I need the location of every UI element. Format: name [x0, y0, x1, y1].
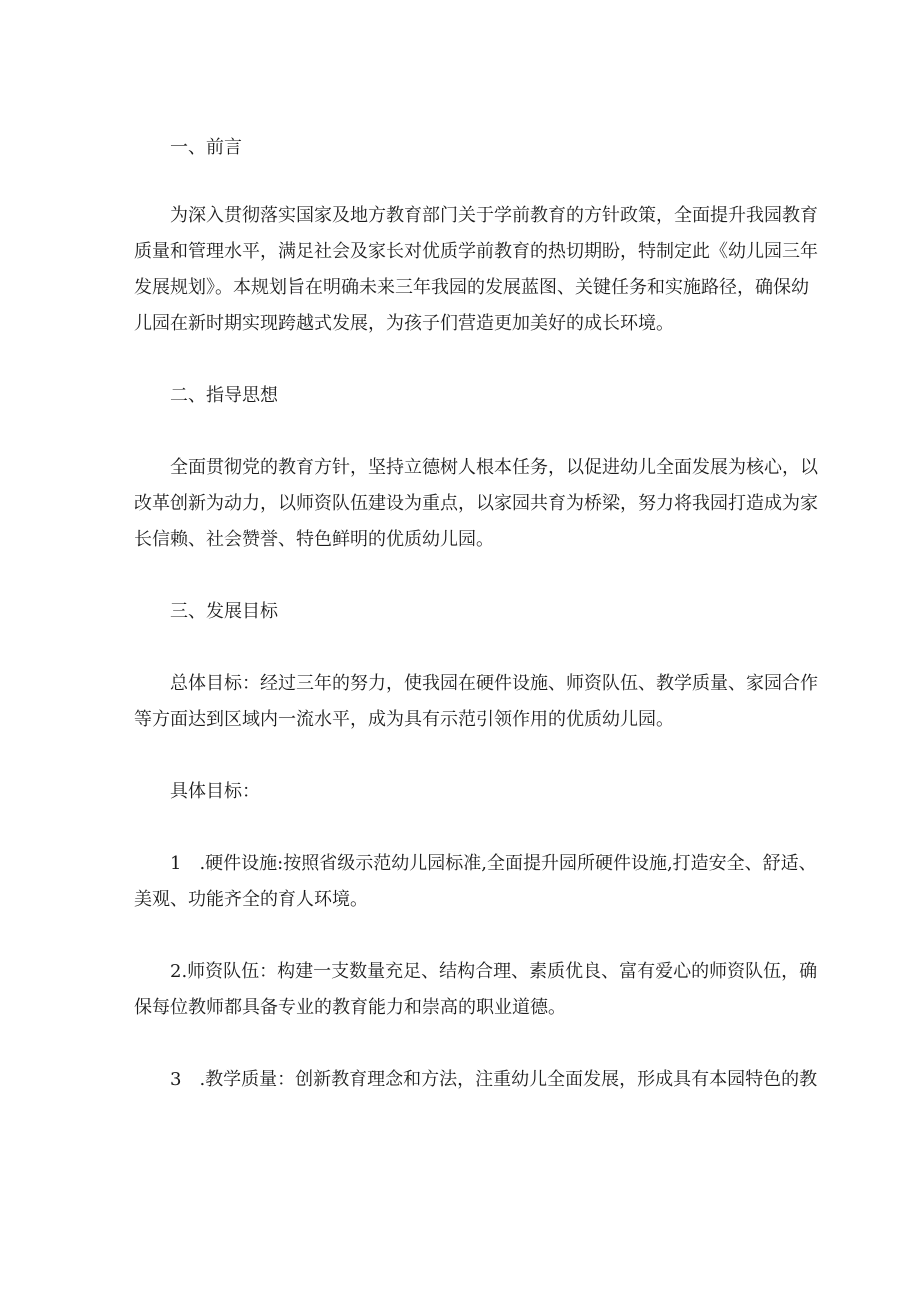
paragraph-line: 发展规划》。本规划旨在明确未来三年我园的发展蓝图、关键任务和实施路径，确保幼: [134, 277, 809, 298]
paragraph-line: 全面贯彻党的教育方针，坚持立德树人根本任务，以促进幼儿全面发展为核心，以: [170, 457, 818, 478]
paragraph-line: 改革创新为动力，以师资队伍建设为重点，以家园共育为桥梁，努力将我园打造成为家: [134, 493, 818, 514]
heading-preface: 一、前言: [170, 137, 242, 158]
paragraph-line: 长信赖、社会赞誉、特色鲜明的优质幼儿园。: [134, 529, 494, 550]
paragraph-line: 3 .教学质量：创新教育理念和方法，注重幼儿全面发展，形成具有本园特色的教: [170, 1069, 818, 1090]
paragraph-line: 美观、功能齐全的育人环境。: [134, 889, 368, 910]
paragraph-line: 质量和管理水平，满足社会及家长对优质学前教育的热切期盼，特制定此《幼儿园三年: [134, 241, 818, 262]
heading-goals: 三、发展目标: [170, 601, 278, 622]
heading-guiding: 二、指导思想: [170, 385, 278, 406]
paragraph-line: 儿园在新时期实现跨越式发展，为孩子们营造更加美好的成长环境。: [134, 313, 674, 334]
paragraph-line: 1 .硬件设施:按照省级示范幼儿园标准,全面提升园所硬件设施,打造安全、舒适、: [170, 853, 817, 874]
paragraph-line: 保每位教师都具备专业的教育能力和崇高的职业道德。: [134, 997, 566, 1018]
paragraph-line: 总体目标：经过三年的努力，使我园在硬件设施、师资队伍、教学质量、家园合作: [170, 673, 818, 694]
specific-goals-label: 具体目标：: [170, 781, 260, 802]
paragraph-line: 等方面达到区域内一流水平，成为具有示范引领作用的优质幼儿园。: [134, 709, 674, 730]
paragraph-line: 2.师资队伍：构建一支数量充足、结构合理、素质优良、富有爱心的师资队伍，确: [170, 961, 818, 982]
paragraph-line: 为深入贯彻落实国家及地方教育部门关于学前教育的方针政策，全面提升我园教育: [170, 205, 818, 226]
